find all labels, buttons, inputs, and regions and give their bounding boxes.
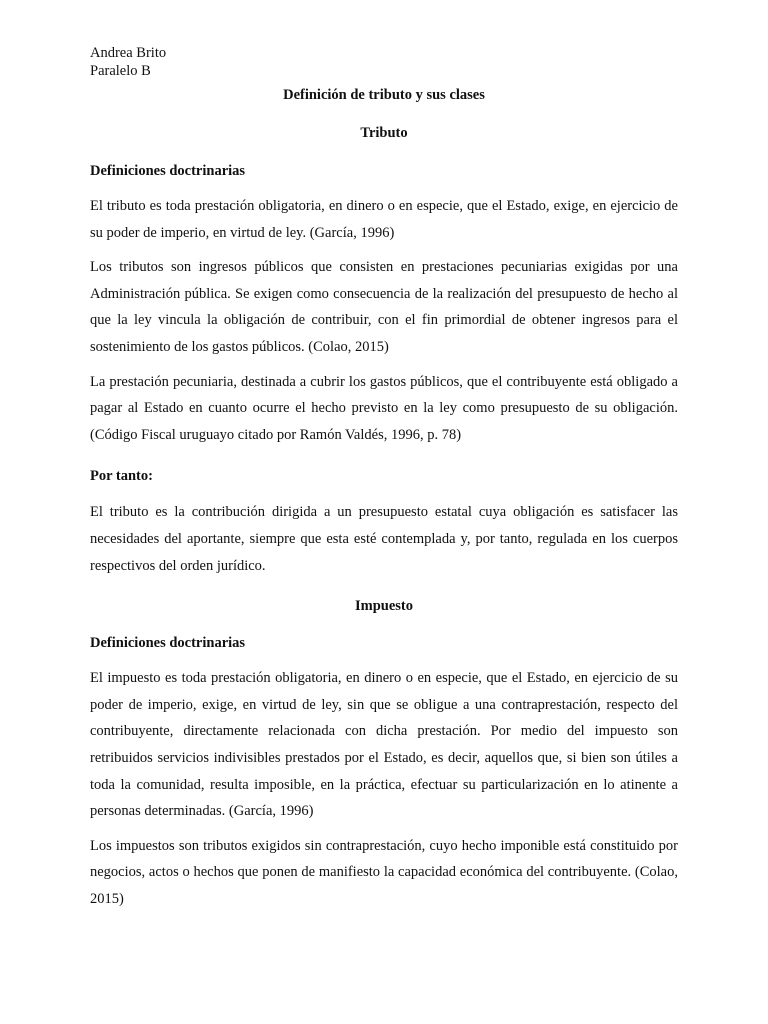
section-title-tributo: Tributo: [360, 125, 408, 141]
heading-definiciones-tributo: Definiciones doctrinarias: [90, 163, 246, 179]
author-name: Andrea Brito: [90, 45, 167, 61]
paragraph-tributo-2: Los tributos son ingresos públicos que consisten en prestaciones pecuniarias exigidas por una Administración pública. Se exigen como consecuencia de la realización del presupuesto de hecho al que la ley vincula la obligación de contribuir, con el fin primordial de obtener ingresos para el sostenimiento de los gastos públicos. (Colao, 2015): [90, 259, 678, 355]
heading-por-tanto: Por tanto:: [90, 468, 153, 485]
paragraph-impuesto-1: El impuesto es toda prestación obligatoria, en dinero o en especie, que el Estado, en ejercicio de su poder de imperio, exige, en virtud de ley, sin que se obligue a una contraprestación, respecto del contribuyente, directamente relacionada con dicha prestación. Por medio del impuesto son retribuidos servicios indivisibles prestados por el Estado, es decir, aquellos que, si bien son útiles a toda la comunidad, resulta imposible, en la práctica, efectuar su particularización en lo atinente a personas determinadas. (García, 1996): [90, 670, 678, 820]
paragraph-tributo-1: El tributo es toda prestación obligatoria, en dinero o en especie, que el Estado, exige, en ejercicio de su poder de imperio, en virtud de ley. (García, 1996): [90, 198, 678, 241]
document-title: Definición de tributo y sus clases: [283, 87, 485, 103]
paragraph-tributo-3: La prestación pecuniaria, destinada a cubrir los gastos públicos, que el contribuyente está obligado a pagar al Estado en cuanto ocurre el hecho previsto en la ley como presupuesto de su obligación. (Código Fiscal uruguayo citado por Ramón Valdés, 1996, p. 78): [90, 373, 678, 443]
paragraph-conclusion: El tributo es la contribución dirigida a un presupuesto estatal cuya obligación es satisfacer las necesidades del aportante, siempre que esta esté contemplada y, por tanto, regulada en los cuerpos respectivos del orden jurídico.: [90, 504, 678, 574]
heading-definiciones-impuesto: Definiciones doctrinarias: [90, 635, 246, 652]
paragraph-impuesto-2: Los impuestos son tributos exigidos sin contraprestación, cuyo hecho imponible está constituido por negocios, actos o hechos que ponen de manifiesto la capacidad económica del contribuyente. (Colao, 2015): [90, 837, 678, 907]
class-section: Paralelo B: [90, 63, 151, 79]
section-title-impuesto: Impuesto: [354, 598, 413, 615]
